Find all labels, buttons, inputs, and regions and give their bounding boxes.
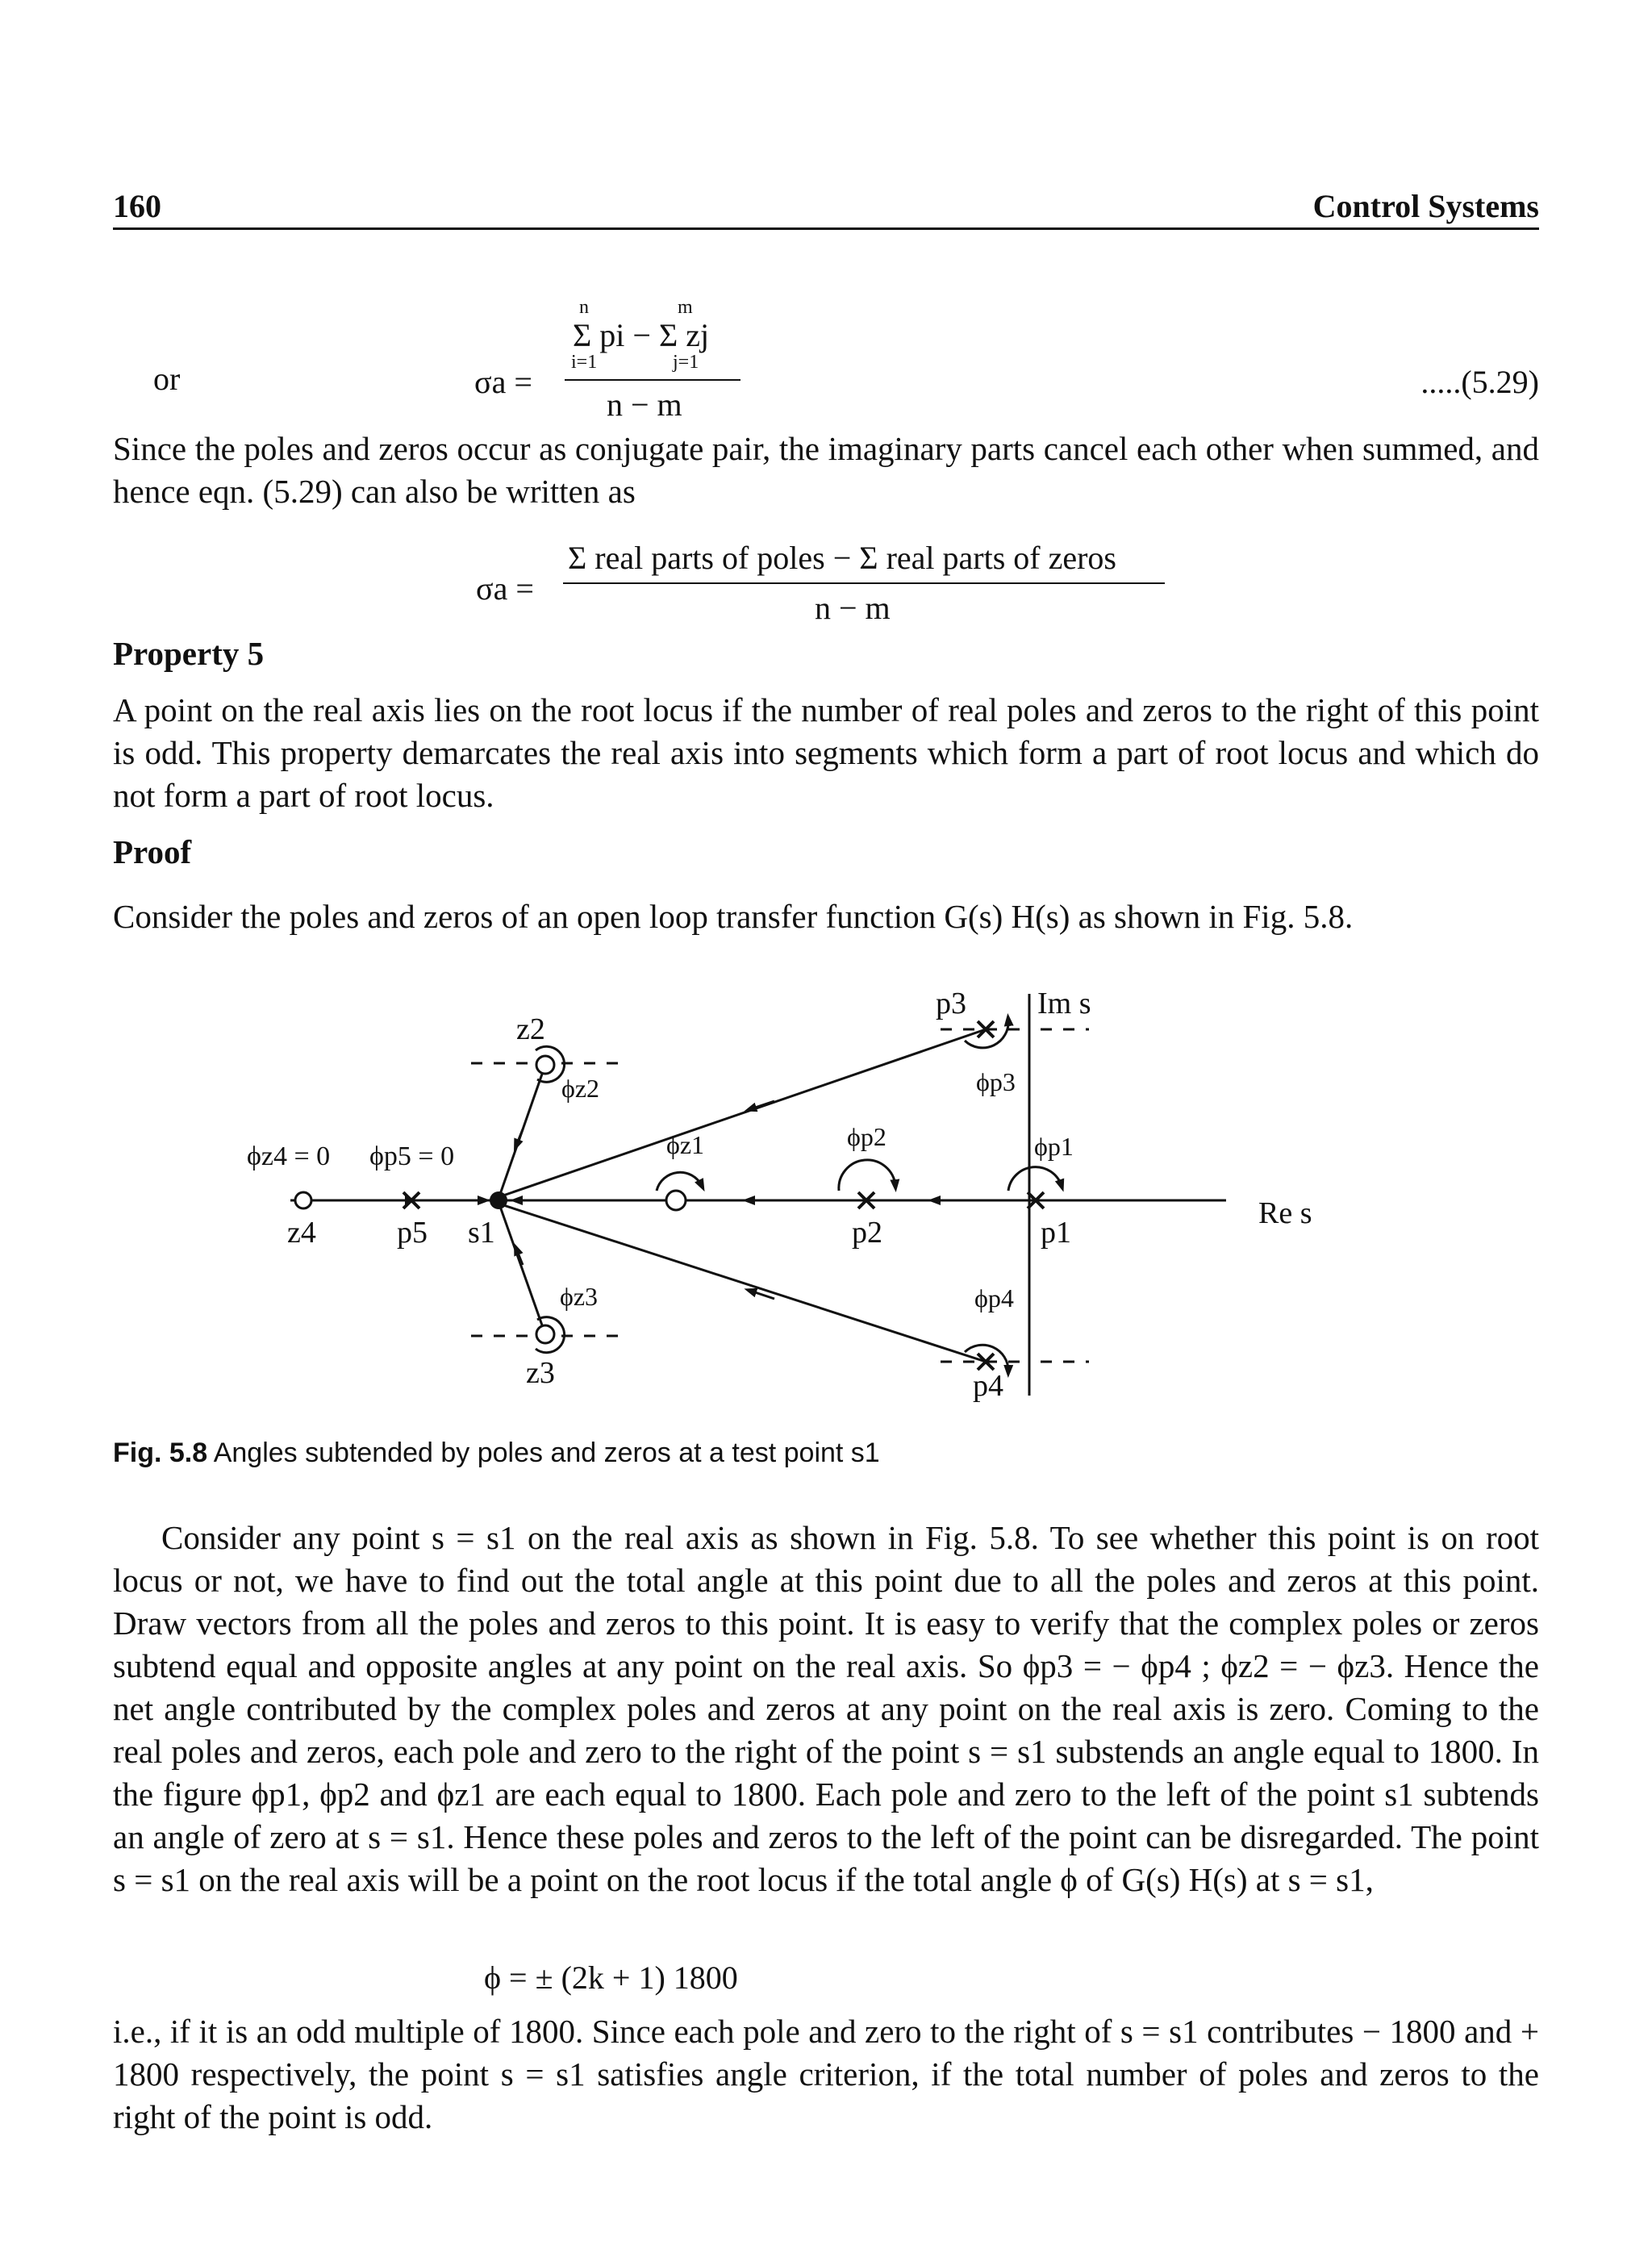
label-im-axis: Im s [1037,987,1091,1020]
zero-z2 [536,1056,554,1074]
eq-or: or [153,361,181,397]
label-phi-p3: ϕp3 [976,1067,1016,1096]
sum2-bottom: j=1 [673,352,699,373]
label-phi-p1: ϕp1 [1034,1132,1074,1161]
eq-denominator: n − m [607,386,682,423]
label-p1: p1 [1041,1216,1071,1250]
para-conjugate: Since the poles and zeros occur as conjugate pair, the imaginary parts cancel each other when summed, and hence eqn. (5.29) can also be written as [113,430,1539,510]
label-p5: p5 [397,1216,428,1250]
label-phi-z4: ϕz4 = 0 [247,1141,331,1171]
label-p4: p4 [973,1369,1003,1403]
label-z4: z4 [287,1216,316,1250]
eq-angle: ϕ = ± (2k + 1) 1800 [484,1959,738,1996]
eq2-lhs: σa = [476,570,534,607]
sum1-bottom: i=1 [571,352,598,373]
zero-z3 [536,1325,554,1343]
caption-text: Angles subtended by poles and zeros at a test point s1 [213,1438,880,1468]
label-re-axis: Re s [1258,1196,1312,1230]
proof-text: Consider the poles and zeros of an open loop transfer function G(s) H(s) as shown in Fig. 5.8. [113,898,1354,935]
eq-lhs: σa = [474,364,532,400]
label-p3: p3 [936,987,966,1020]
label-z2: z2 [516,1012,545,1046]
eq-numerator: Σ pi − Σ zj [573,317,710,353]
eq2-denominator: n − m [815,590,891,626]
figure-caption [113,1438,880,1469]
para-consider: Consider any point s = s1 on the real axis as shown in Fig. 5.8. To see whether this point is on root locus or not, we have to find out the total angle at this point due to all the poles and zeros at this point. Draw vectors from all the poles and zeros to this point. It is easy to verify that the complex poles or zeros subtend equal and opposite angles at any point on the real axis. So ϕp3 = − ϕp4 ; ϕz2 = − ϕz3. Hence the net angle contributed by the complex poles and zeros at any point on the real axis is zero. Coming to the real poles and zeros, each pole and zero to the right of the point s = s1 substends an angle equal to 1800. In the figure ϕp1, ϕp2 and ϕz1 are each equal to 1800. Each pole and zero to the left of the point s1 subtends an angle of zero at s = s1. Hence these poles and zeros to the left of the point can be disregarded. The point s = s1 on the real axis will be a point on the root locus if the total angle ϕ of G(s) H(s) at s = s1, [113,1519,1539,1898]
label-s1: s1 [468,1216,495,1250]
page-number: 160 [113,188,161,224]
sum1-top: n [579,297,589,318]
eq2-numerator: Σ real parts of poles − Σ real parts of zeros [568,540,1116,576]
para-final: i.e., if it is an odd multiple of 1800. Since each pole and zero to the right of s = s1 contributes − 1800 and + 1800 respectively, the point s = s1 satisfies angle criterion, if the total number of poles and zeros to the right of the point is odd. [113,2013,1539,2135]
property5-heading: Property 5 [113,635,265,672]
label-phi-p5: ϕp5 = 0 [369,1141,455,1171]
label-phi-z2: ϕz2 [561,1074,600,1103]
label-phi-z1: ϕz1 [666,1130,705,1159]
label-z3: z3 [526,1356,555,1390]
caption-label: Fig. 5.8 [113,1438,208,1468]
proof-heading: Proof [113,833,192,870]
label-phi-p4: ϕp4 [974,1283,1014,1312]
running-title: Control Systems [1312,188,1539,224]
label-phi-z3: ϕz3 [560,1282,599,1311]
eq-number: .....(5.29) [1420,364,1539,400]
label-p2: p2 [852,1216,882,1250]
sum2-top: m [678,297,693,318]
test-point-s1 [490,1191,507,1209]
zero-z1 [666,1191,686,1210]
zero-z4 [295,1192,311,1208]
label-phi-p2: ϕp2 [847,1122,886,1151]
property5-text: A point on the real axis lies on the root locus if the number of real poles and zeros to the right of this point is odd. This property demarcates the real axis into segments which form a part of root locus and which do not form a part of root locus. [113,691,1539,814]
